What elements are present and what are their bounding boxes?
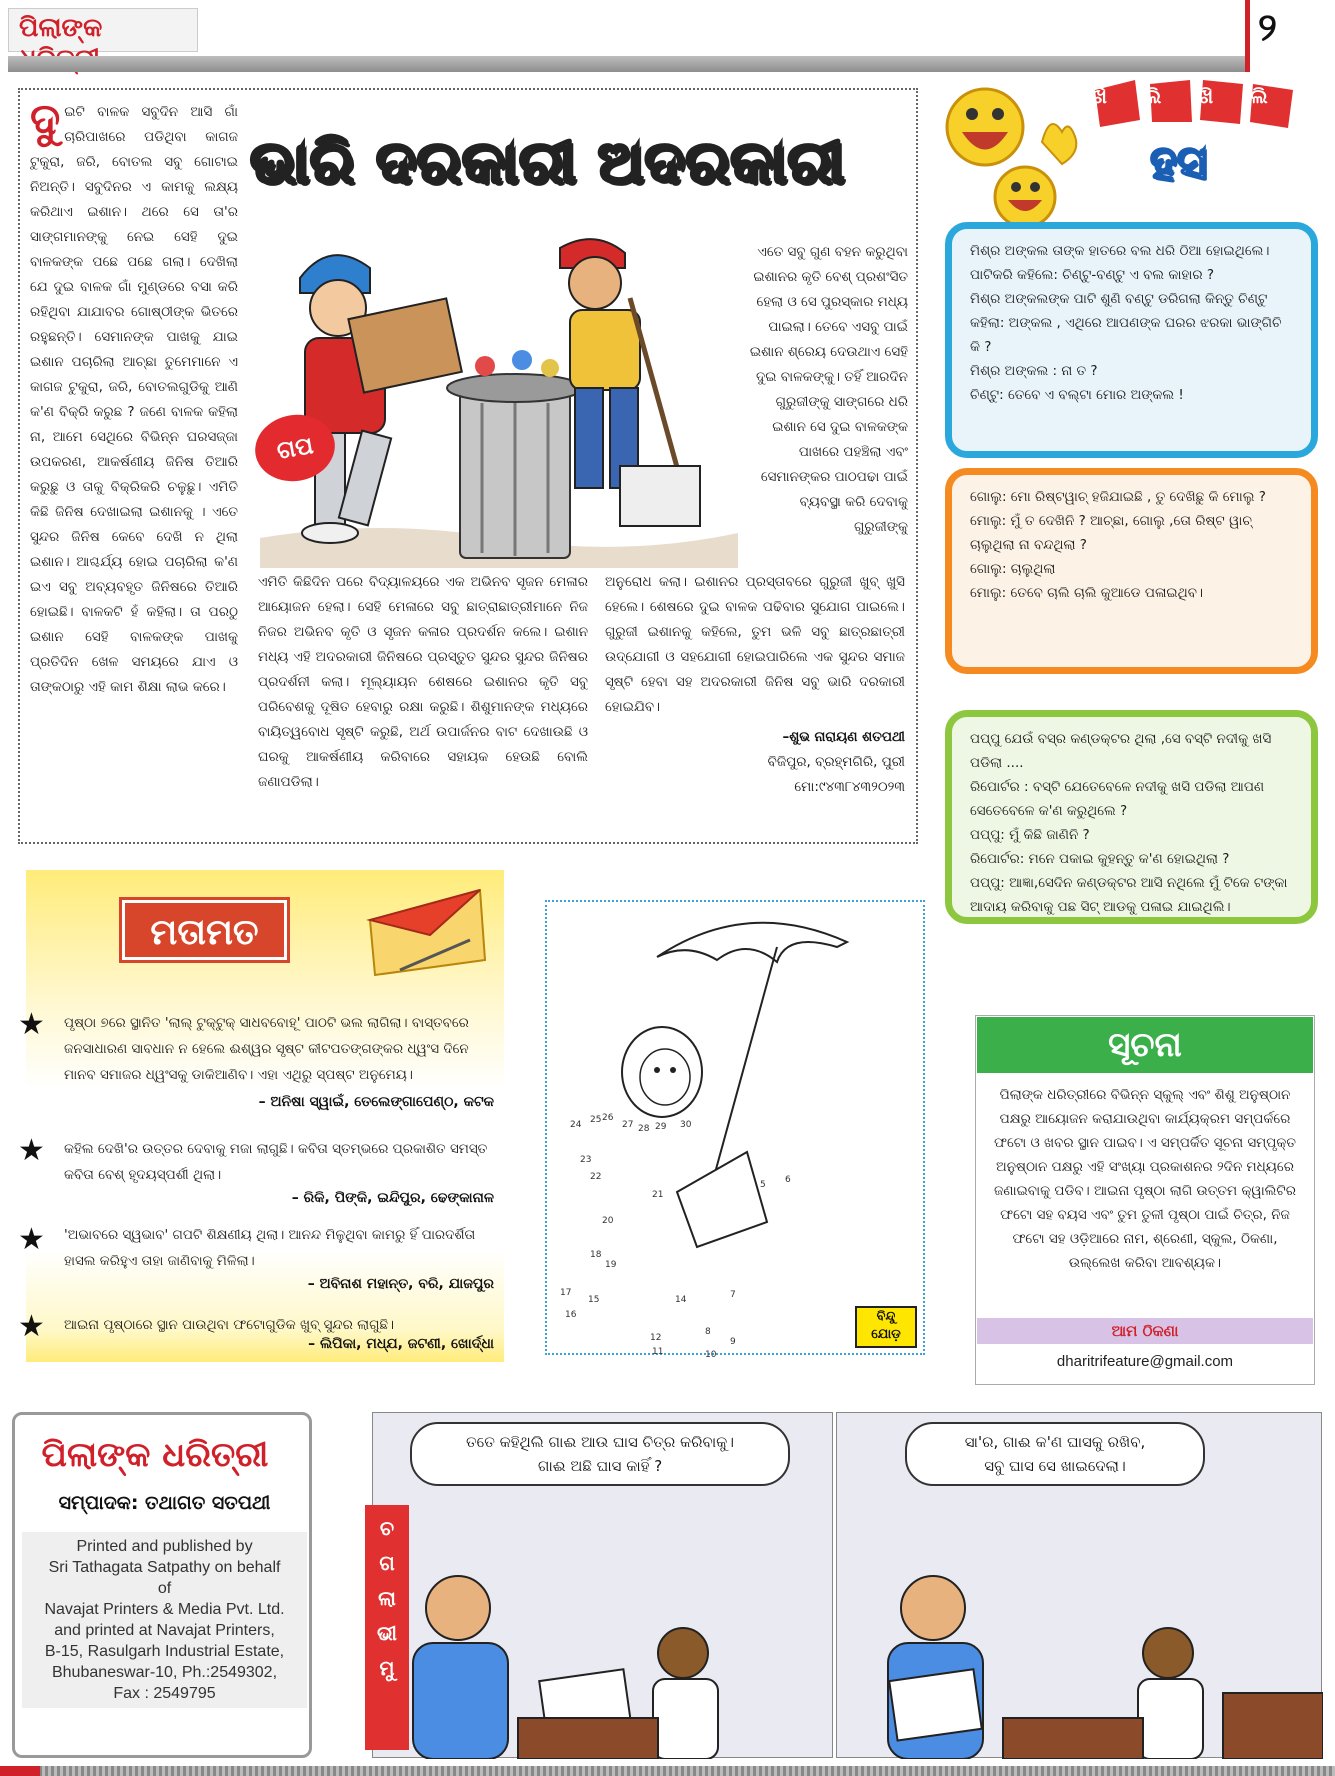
dot-number: 12 — [650, 1333, 662, 1343]
imprint-line: Navajat Printers & Media Pvt. Ltd. — [44, 1601, 285, 1618]
joke1-line: ମିଶ୍ର ଅଙ୍କଲଙ୍କ ପାଟି ଶୁଣି ବଣ୍ଟୁ ଡରିଗଲା କିନ୍ତୁ ଚିଣ୍ଟୁ କହିଲା: ଅଙ୍କଲ , ଏଥିରେ ଆପଣଙ୍କ ଘରର ଝରକା ଭାଙ୍ଗିଚି କି ? — [970, 291, 1282, 355]
tag-letter: ଲା — [378, 1586, 396, 1610]
dot-number: 14 — [675, 1295, 687, 1305]
jokes-title-top: ଖି ଲି ଖି ଲି — [1092, 84, 1269, 108]
opinion-signature: – ଅବିନାଶ ମହାନ୍ତ, ବରି, ଯାଜପୁର — [307, 1276, 494, 1292]
opinion-signature: – ଲିପିକା, ମଧ୍ଯ, ଜଟଣୀ, ଖୋର୍ଦ୍ଧା — [308, 1336, 494, 1352]
bubble1-line: ଗାଈ ଅଛି ଘାସ କାହିଁ ? — [537, 1457, 663, 1475]
speech-bubble-2 — [905, 1422, 1205, 1486]
joke3-line: ପପ୍ପୁ ଯେଉଁ ବସ୍‌ର କଣ୍ଡକ୍ଟର ଥିଲା ,ସେ ବସ୍‌ଟି ନଦୀକୁ ଖସି ପଡିଲା .... — [970, 731, 1272, 771]
dot-puzzle-label-top: ବିନ୍ଦୁ — [876, 1309, 896, 1324]
story-column-2-bottom: ଏମିତି କିଛିଦିନ ପରେ ବିଦ୍ୟାଳୟରେ ଏକ ଅଭିନବ ସୃଜନ ମେଳାର ଆୟୋଜନ ହେଲା। ସେହି ମେଳାରେ ସବୁ ଛାତ୍ରାଛାତ୍ରୀମାନେ ନିଜ ନିଜର ଅଭିନବ କୃତି ଓ ସୃଜନ କଳାର ପ୍ରଦର୍ଶନ କଲେ। ଇଶାନ ମଧ୍ୟ ଏହି ଅଦରକାରୀ ଜିନିଷରେ ପ୍ରସ୍ତୁତ ସୁନ୍ଦର ସୁନ୍ଦର ଜିନିଷର ପ୍ରଦର୍ଶନୀ କଲା। ମୂଲ୍ୟାୟନ ଶେଷରେ ଇଶାନର କୃତି ସବୁ ପରିବେଶକୁ ଦୂଷିତ ହେବାରୁ ରକ୍ଷା କରୁଛି। ଶିଶୁମାନଙ୍କ ମଧ୍ୟରେ ବାୟିତ୍ୱବୋଧ ସୃଷ୍ଟି କରୁଛି, ଅର୍ଥ ଉପାର୍ଜନର ବାଟ ଦେଖାଉଛି ଓ ଘରକୁ ଆକର୍ଷଣୀୟ କରିବାରେ ସହାୟକ ହେଉଛି ବୋଲି ଜଣାପଡିଲା। — [258, 574, 588, 790]
dot-number: 6 — [785, 1175, 791, 1185]
joke-box-3 — [945, 710, 1318, 924]
dot-number: 16 — [565, 1310, 577, 1320]
tag-letter: ଭୀ — [376, 1621, 398, 1645]
joke2-line: ମୋଲୁ: ମୁଁ ତ ଦେଖିନି ? ଆଚ୍ଛା, ଗୋଲୁ ,ତୋ ରିଷ୍ଟ ୱାଚ୍ ଚାଲୁଥିଲା ନା ବନ୍ଦଥିଲା ? — [970, 513, 1252, 553]
joke2-line: ଗୋଲୁ: ଚାଲୁଥିଲା — [970, 561, 1056, 577]
imprint-line: of — [157, 1580, 172, 1597]
dot-number: 22 — [590, 1172, 602, 1182]
notice-text: ପିଲାଙ୍କ ଧରିତ୍ରୀରେ ବିଭିନ୍ନ ସ୍କୁଲ୍ ଏବଂ ଶିଶୁ ଅନୁଷ୍ଠାନ ପକ୍ଷରୁ ଆୟୋଜନ କରାଯାଉଥିବା କାର୍ଯ୍ୟକ୍ରମ ସମ୍ପର୍କରେ ଫଟୋ ଓ ଖବର ସ୍ଥାନ ପାଇବ। ଏ ସମ୍ପର୍କିତ ସୂଚନା ସମ୍ପୃକ୍ତ ଅନୁଷ୍ଠାନ ପକ୍ଷରୁ ଏହି ସଂଖ୍ୟା ପ୍ରକାଶନର ୨ଦିନ ମଧ୍ୟରେ ଜଣାଇବାକୁ ପଡିବ। ଆଇନା ପୃଷ୍ଠା ଲାଗି ଉତ୍ତମ କ୍ୱାଲିଟିର ଫଟୋ ସହ ବୟସ ଏବଂ ତୁମ ତୁଳୀ ପୃଷ୍ଠା ପାଇଁ ଚିତ୍ର, ନିଜ ଫଟୋ ସହ ଓଡ଼ିଆରେ ନାମ, ଶ୍ରେଣୀ, ସ୍କୁଲ, ଠିକଣା, ଉଲ୍ଲେଖ କରିବା ଆବଶ୍ୟକ। — [993, 1087, 1297, 1271]
speech-bubble-1 — [410, 1422, 790, 1486]
notice-title: ସୂଚନା — [977, 1017, 1313, 1073]
imprint-editor: ସମ୍ପାଦକ: ତଥାଗତ ସତପଥୀ — [58, 1492, 271, 1514]
joke2-line: ମୋଲୁ: ତେବେ ଚାଲି ଚାଲି କୁଆଡେ ପଳାଇଥିବ। — [970, 585, 1204, 601]
opinion-signature: – ରିକି, ପିଙ୍କି, ଇନ୍ଦିପୁର, ଢେଙ୍କାନାଳ — [291, 1190, 494, 1206]
drop-cap: ଦୁ — [30, 100, 61, 145]
dot-number: 29 — [655, 1122, 667, 1132]
opinion-text: ଆଇନା ପୃଷ୍ଠାରେ ସ୍ଥାନ ପାଉଥିବା ଫଟୋଗୁଡିକ ଖୁବ୍ ସୁନ୍ଦର ଲାଗୁଛି। — [64, 1317, 395, 1333]
story-author: –ଶୁଭ ନାରାୟଣ ଶତପଥୀ — [782, 729, 905, 745]
joke2-line: ଗୋଲୁ: ମୋ ରିଷ୍ଟୱାଚ୍ ହଜିଯାଇଛି , ତୁ ଦେଖିଛୁ କି ମୋଲୁ ? — [970, 489, 1266, 505]
joke3-line: ରିପୋର୍ଟର: ମନେ ପକାଇ କୁହନ୍ତୁ କ'ଣ ହୋଇଥିଲା ? — [970, 851, 1230, 867]
joke1-line: ଚିଣ୍ଟୁ: ତେବେ ଏ ବଲ୍‌ଟା ମୋର ଅଙ୍କଲ ! — [970, 387, 1184, 403]
dot-number: 19 — [605, 1260, 617, 1270]
masthead-divider — [1245, 0, 1250, 72]
joke-box-1 — [945, 222, 1318, 458]
masthead-logo: ପିଲାଙ୍କ — [8, 8, 198, 52]
joke-box-2 — [945, 468, 1318, 674]
dot-number: 8 — [705, 1327, 711, 1337]
imprint-logo: ପିଲାଙ୍କ ଧରିତ୍ରୀ — [41, 1435, 269, 1475]
story-col1-text: ଇଟି ବାଳକ ସବୁଦିନ ଆସି ଗାଁ ଚାରିପାଖରେ ପଡିଥିବା କାଗଜ ଟୁକୁରା, ଜରି, ବୋତଲ ସବୁ ଗୋଟାଇ ନିଅନ୍ତି। ସବୁଦିନର ଏ କାମକୁ ଲକ୍ଷ୍ୟ କରିଥାଏ ଇଶାନ। ଥରେ ସେ ତା'ର ସାଙ୍ଗମାନଙ୍କୁ ନେଇ ସେହି ଦୁଇ ବାଳକଙ୍କ ପଛେ ପଛେ ଗଲା। ଦେଖିଲା ଯେ ଦୁଇ ବାଳକ ଗାଁ ମୁଣ୍ଡରେ ବସା କରି ରହିଥିବା ଯାଯାବର ଗୋଷ୍ଠୀଙ୍କ ଭିତରେ ରହୁଛନ୍ତି। ସେମାନଙ୍କ ପାଖକୁ ଯାଇ ଇଶାନ ପଚାରିଲା ଆଚ୍ଛା ତୁମେମାନେ ଏ କାଗଜ ଟୁକୁରା, ଜରି, ବୋତଲଗୁଡିକୁ ଆଣି କ'ଣ ବିକ୍ରି କରୁଛ ? ଜଣେ ବାଳକ କହିଲା ନା, ଆମେ ସେଥିରେ ବିଭିନ୍ନ ଘରସଜ୍ଜା ଉପକରଣ, ଆକର୍ଷଣୀୟ ଜିନିଷ ତିଆରି କରୁଛୁ ଓ ତାକୁ ବିକ୍ରିକରି ଚଳୁଛୁ। ଏମିତି କିଛି ଜିନିଷ ଦେଖାଇଲା ଇଶାନକୁ । ଏତେ ସୁନ୍ଦର ଜିନିଷ କେବେ ଦେଖି ନ ଥିଲା ଇଶାନ। ଆଶ୍ଚର୍ଯ୍ୟ ହୋଇ ପଚାରିଲା କ'ଣ ଇଏ ସବୁ ଅବ୍ୟବହୃତ ଜିନିଷରେ ତିଆରି ହୋଇଛି। ବାଳକଟି ହଁ କହିଲା। ତା ପରଠୁ ଇଶାନ ସେହି ବାଳକଙ୍କ ପାଖକୁ ପ୍ରତିଦିନ ଖେଳ ସମୟରେ ଯାଏ ଓ ତାଙ୍କଠାରୁ ଏହି କାମ ଶିକ୍ଷା ଲାଭ କରେ। — [30, 104, 238, 695]
story-author-phone: ମୋ:୯୪୩୮୪୩୨୦୨୩ — [794, 779, 905, 795]
footer-bar — [0, 1766, 1335, 1776]
dot-number: 23 — [580, 1155, 592, 1165]
bubble2-line: ସବୁ ଘାସ ସେ ଖାଇଦେଲା। — [984, 1457, 1126, 1475]
dot-number: 9 — [730, 1337, 736, 1347]
envelope-icon — [360, 880, 490, 980]
imprint-line: Fax : 2549795 — [113, 1685, 216, 1702]
cartoon-title-tag — [365, 1505, 409, 1750]
dot-number: 25 — [590, 1115, 602, 1125]
story-type-badge: ଗପ — [250, 409, 340, 488]
star-icon: ★ — [18, 1222, 45, 1257]
joke3-line: ପପ୍ପୁ: ମୁଁ କିଛି ଜାଣିନି ? — [970, 827, 1090, 843]
dot-numbers-right — [640, 1175, 800, 1360]
story-column-1 — [30, 100, 238, 835]
footer-accent — [0, 1766, 40, 1776]
imprint-line: Printed and published by — [76, 1538, 253, 1555]
trash-can — [447, 350, 583, 558]
tag-letter: ଗ — [379, 1551, 395, 1575]
joke1-line: ମିଶ୍ର ଅଙ୍କଲ ତାଙ୍କ ହାତରେ ବଲ ଧରି ଠିଆ ହୋଇଥିଲେ। ପାଟିକରି କହିଲେ: ଚିଣ୍ଟୁ-ବଣ୍ଟୁ ଏ ବଲ କାହାର ? — [970, 243, 1270, 283]
dot-number: 26 — [602, 1113, 614, 1123]
notice-email[interactable]: dharitrifeature@gmail.com — [1056, 1353, 1234, 1370]
dot-number: 18 — [590, 1250, 602, 1260]
imprint-line: Sri Tathagata Satpathy on behalf — [48, 1559, 281, 1576]
opinion-text: ପୃଷ୍ଠା ୭ରେ ସ୍ଥାନିତ 'ଲାଲ୍ ଟୁକ୍‌ଟୁକ୍ ସାଧବବୋହୂ' ପାଠଟି ଭଲ ଲାଗିଲା। ବାସ୍ତବରେ ଜନସାଧାରଣ ସାବଧାନ ନ ହେଲେ ଈଶ୍ୱର ସୃଷ୍ଟ କୀଟପତଙ୍ଗଙ୍କର ଧ୍ୱଂସ ଦିନେ ମାନବ ସମାଜର ଧ୍ୱଂସକୁ ଡାକିଆଣିବ। ଏହା ଏଥିରୁ ସ୍ପଷ୍ଟ ଅନୁମେୟ। — [64, 1015, 469, 1083]
dot-number: 20 — [602, 1216, 614, 1226]
teacher-left — [413, 1576, 508, 1759]
bubble2-line: ସା'ର, ଗାଈ କ'ଣ ଘାସକୁ ରଖିବ, — [964, 1433, 1146, 1451]
dot-number: 10 — [705, 1350, 717, 1360]
story-column-3-top: ଏତେ ସବୁ ଗୁଣ ବହନ କରୁଥିବା ଇଶାନର କୃତି ବେଶ୍ ପ୍ରଶଂସିତ ହେଲା ଓ ସେ ପୁରସ୍କାର ମଧ୍ୟ ପାଇଲା। ତେବେ ଏସବୁ ପାଇଁ ଇଶାନ ଶ୍ରେୟ ଦେଉଥାଏ ସେହି ଦୁଇ ବାଳକଙ୍କୁ। ତହିଁ ଆରଦିନ ଗୁରୁଜୀଙ୍କୁ ସାଙ୍ଗରେ ଧରି ଇଶାନ ସେ ଦୁଇ ବାଳକଙ୍କ ପାଖରେ ପହଞ୍ଚିଲା ଏବଂ ସେମାନଙ୍କର ପାଠପଢା ପାଇଁ ବ୍ୟବସ୍ଥା କରି ଦେବାକୁ ଗୁରୁଜୀଙ୍କୁ — [749, 244, 908, 535]
tag-letter: ମୁ — [379, 1656, 395, 1680]
story-column-3-bottom: ଅନୁରୋଧ କଲା। ଇଶାନର ପ୍ରସ୍ତାବରେ ଗୁରୁଜୀ ଖୁବ୍ ଖୁସି ହେଲେ। ଶେଷରେ ଦୁଇ ବାଳକ ପଢିବାର ସୁଯୋଗ ପାଇଲେ। ଗୁରୁଜୀ ଇଶାନକୁ କହିଲେ, ତୁମ ଭଳି ସବୁ ଛାତ୍ରଛାତ୍ରୀ ଉଦ୍‌ଯୋଗୀ ଓ ସହଯୋଗୀ ହୋଇପାରିଲେ ଏକ ସୁନ୍ଦର ସମାଜ ସୃଷ୍ଟି ହେବା ସହ ଅଦରକାରୀ ଜିନିଷ ସବୁ ଭାରି ଦରକାରୀ ହୋଇଯିବ। — [605, 574, 905, 715]
imprint-line: B-15, Rasulgarh Industrial Estate, — [44, 1643, 285, 1660]
opinion-signature: – ଅନିଷା ସ୍ୱାଇଁ, ତେଲେଙ୍ଗାପେଣ୍ଠ, କଟକ — [258, 1094, 494, 1110]
joke3-line: ପପ୍ପୁ: ଆଜ୍ଞା,ସେଦିନ କଣ୍ଡକ୍ଟର ଆସି ନଥିଲେ ମୁଁ ଟିକେ ଟଙ୍କା ଆଦାୟ କରିବାକୁ ପଛ ସିଟ୍ ଆଡକୁ ପଳାଇ ଯାଇଥିଲି। — [970, 875, 1288, 915]
page-number: ୨ — [1258, 4, 1277, 49]
joke1-line: ମିଶ୍ର ଅଙ୍କଲ : ନା ତ ? — [970, 363, 1098, 379]
dot-number: 15 — [588, 1295, 600, 1305]
story-author-address: ବିଜିପୁର, ବ୍ରହ୍ମଗିରି, ପୁରୀ — [767, 754, 905, 770]
dot-number: 5 — [760, 1180, 766, 1190]
cartoon-panel-divider — [832, 1412, 837, 1758]
dot-number: 28 — [638, 1124, 650, 1134]
dot-number: 11 — [652, 1347, 664, 1357]
bubble1-line: ତତେ କହିଥିଲି ଗାଈ ଆଉ ଘାସ ଚିତ୍ର କରିବାକୁ। — [465, 1433, 734, 1451]
dot-puzzle-label — [855, 1306, 917, 1348]
jokes-title-bottom: ହସ — [1150, 135, 1207, 189]
dot-number: 21 — [652, 1190, 664, 1200]
imprint-line: and printed at Navajat Printers, — [54, 1622, 275, 1639]
story-illustration — [260, 238, 738, 568]
opinion-text: କହିଲ ଦେଖି'ର ଉତ୍ତର ଦେବାକୁ ମଜା ଲାଗୁଛି। କବିତା ସ୍ତମ୍ଭରେ ପ୍ରକାଶିତ ସମସ୍ତ କବିତା ବେଶ୍ ହୃଦୟସ୍ପର୍ଶୀ ଥିଲା। — [64, 1141, 488, 1183]
notice-address-label: ଆମ ଠିକଣା — [977, 1318, 1313, 1344]
star-icon: ★ — [18, 1007, 45, 1042]
imprint-text — [22, 1532, 307, 1708]
dot-number: 7 — [730, 1290, 736, 1300]
dot-puzzle-label-bottom: ଯୋଡ଼ — [871, 1327, 901, 1342]
star-icon: ★ — [18, 1133, 45, 1168]
star-icon: ★ — [18, 1309, 45, 1344]
dot-number: 30 — [680, 1120, 692, 1130]
dot-number: 24 — [570, 1120, 582, 1130]
story-headline: ଭାରି ଦରକାରୀ ଅଦରକାରୀ — [250, 128, 846, 196]
imprint-line: Bhubaneswar-10, Ph.:2549302, — [51, 1664, 278, 1681]
dot-number: 27 — [622, 1120, 634, 1130]
tag-letter: ଚ — [379, 1516, 395, 1540]
dot-number: 17 — [560, 1288, 572, 1298]
opinion-text: 'ଅଭାବରେ ସ୍ୱଭାବ' ଗପଟି ଶିକ୍ଷଣୀୟ ଥିଲା। ଆନନ୍ଦ ମିଳୁଥିବା କାମରୁ ହିଁ ପାରଦର୍ଶିତା ହାସଲ କରିହୁଏ ତାହା ଜାଣିବାକୁ ମିଳିଲା। — [64, 1227, 476, 1269]
opinion-title: ମତାମତ — [122, 900, 287, 960]
joke3-line: ରିପୋର୍ଟର : ବସ୍‌ଟି ଯେତେବେଳେ ନଦୀକୁ ଖସି ପଡିଲା ଆପଣ ସେତେବେଳେ କ'ଣ କରୁଥିଲେ ? — [970, 779, 1265, 819]
masthead-bar — [8, 56, 1248, 72]
